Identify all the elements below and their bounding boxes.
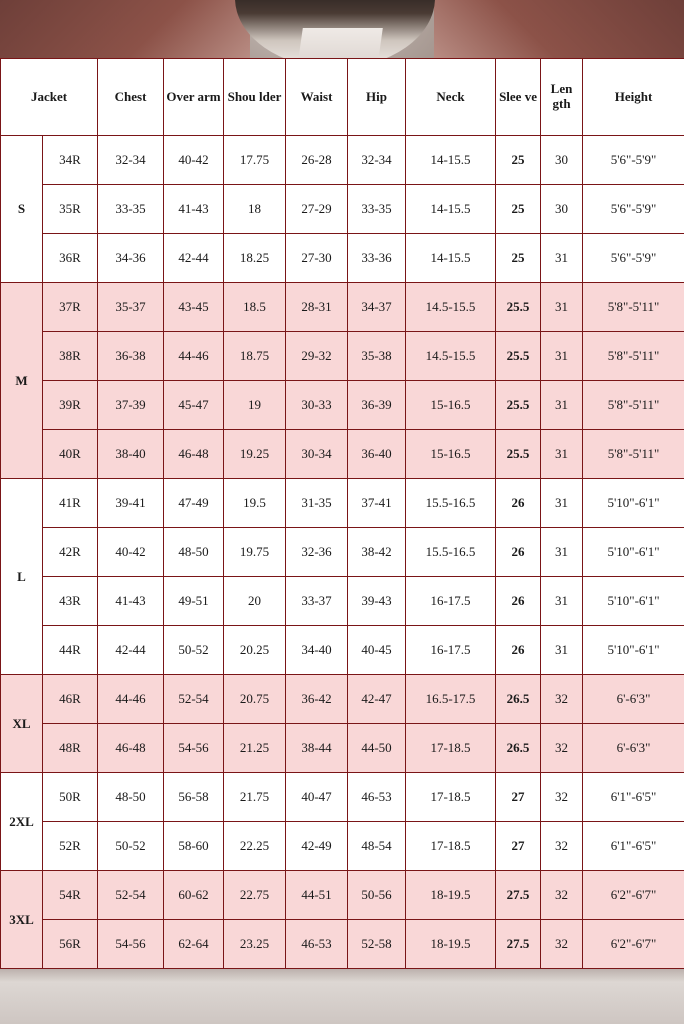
cell-length: 31 [541, 234, 583, 283]
cell-jacket: 42R [43, 528, 98, 577]
cell-shoulder: 19 [224, 381, 286, 430]
size-table [0, 58, 684, 969]
cell-height: 5'8"-5'11" [583, 283, 684, 332]
table-row [1, 773, 684, 822]
cell-overarm: 58-60 [164, 822, 224, 871]
cell-shoulder: 23.25 [224, 920, 286, 969]
cell-chest: 39-41 [98, 479, 164, 528]
cell-hip: 33-35 [348, 185, 406, 234]
cell-chest: 36-38 [98, 332, 164, 381]
cell-length: 31 [541, 430, 583, 479]
cell-sleeve: 25.5 [496, 332, 541, 381]
cell-height: 5'8"-5'11" [583, 332, 684, 381]
cell-neck: 16-17.5 [406, 626, 496, 675]
cell-waist: 46-53 [286, 920, 348, 969]
cell-waist: 27-29 [286, 185, 348, 234]
cell-chest: 33-35 [98, 185, 164, 234]
cell-sleeve: 25 [496, 136, 541, 185]
cell-neck: 15-16.5 [406, 381, 496, 430]
cell-height: 5'10"-6'1" [583, 528, 684, 577]
cell-waist: 28-31 [286, 283, 348, 332]
cell-waist: 38-44 [286, 724, 348, 773]
table-row [1, 185, 684, 234]
size-chart [0, 58, 684, 969]
cell-jacket: 34R [43, 136, 98, 185]
cell-shoulder: 18.25 [224, 234, 286, 283]
cell-length: 32 [541, 675, 583, 724]
cell-waist: 34-40 [286, 626, 348, 675]
cell-overarm: 42-44 [164, 234, 224, 283]
cell-hip: 42-47 [348, 675, 406, 724]
cell-overarm: 46-48 [164, 430, 224, 479]
cell-jacket: 40R [43, 430, 98, 479]
cell-shoulder: 21.25 [224, 724, 286, 773]
cell-height: 5'6"-5'9" [583, 136, 684, 185]
cell-sleeve: 27.5 [496, 871, 541, 920]
size-group-label: XL [1, 675, 43, 773]
cell-neck: 15.5-16.5 [406, 528, 496, 577]
cell-hip: 50-56 [348, 871, 406, 920]
cell-neck: 15-16.5 [406, 430, 496, 479]
cell-shoulder: 18.5 [224, 283, 286, 332]
cell-waist: 33-37 [286, 577, 348, 626]
cell-hip: 40-45 [348, 626, 406, 675]
cell-chest: 34-36 [98, 234, 164, 283]
cell-sleeve: 27 [496, 773, 541, 822]
cell-height: 6'-6'3" [583, 675, 684, 724]
cell-sleeve: 26 [496, 626, 541, 675]
cell-hip: 39-43 [348, 577, 406, 626]
cell-neck: 14-15.5 [406, 185, 496, 234]
cell-jacket: 52R [43, 822, 98, 871]
table-row [1, 528, 684, 577]
header-sleeve: Slee ve [496, 59, 541, 136]
table-row [1, 626, 684, 675]
cell-jacket: 35R [43, 185, 98, 234]
size-group-label: L [1, 479, 43, 675]
cell-shoulder: 19.5 [224, 479, 286, 528]
table-row [1, 920, 684, 969]
header-length: Len gth [541, 59, 583, 136]
cell-overarm: 47-49 [164, 479, 224, 528]
cell-hip: 38-42 [348, 528, 406, 577]
cell-overarm: 50-52 [164, 626, 224, 675]
cell-overarm: 48-50 [164, 528, 224, 577]
cell-hip: 36-40 [348, 430, 406, 479]
cell-height: 5'8"-5'11" [583, 381, 684, 430]
cell-height: 6'1"-6'5" [583, 822, 684, 871]
cell-height: 5'10"-6'1" [583, 479, 684, 528]
cell-height: 5'10"-6'1" [583, 577, 684, 626]
cell-length: 31 [541, 283, 583, 332]
cell-waist: 42-49 [286, 822, 348, 871]
cell-length: 31 [541, 528, 583, 577]
cell-sleeve: 26 [496, 577, 541, 626]
cell-overarm: 62-64 [164, 920, 224, 969]
cell-length: 30 [541, 185, 583, 234]
cell-chest: 54-56 [98, 920, 164, 969]
table-row [1, 381, 684, 430]
cell-overarm: 56-58 [164, 773, 224, 822]
cell-shoulder: 19.75 [224, 528, 286, 577]
size-group-label: M [1, 283, 43, 479]
cell-length: 30 [541, 136, 583, 185]
cell-waist: 30-33 [286, 381, 348, 430]
cell-jacket: 46R [43, 675, 98, 724]
cell-length: 32 [541, 871, 583, 920]
cell-chest: 40-42 [98, 528, 164, 577]
cell-jacket: 56R [43, 920, 98, 969]
cell-overarm: 44-46 [164, 332, 224, 381]
cell-chest: 50-52 [98, 822, 164, 871]
table-row [1, 332, 684, 381]
cell-shoulder: 20.75 [224, 675, 286, 724]
cell-neck: 18-19.5 [406, 920, 496, 969]
cell-jacket: 41R [43, 479, 98, 528]
cell-waist: 30-34 [286, 430, 348, 479]
header-jacket: Jacket [1, 59, 98, 136]
cell-sleeve: 26.5 [496, 724, 541, 773]
cell-sleeve: 25 [496, 234, 541, 283]
cell-sleeve: 25.5 [496, 381, 541, 430]
table-row [1, 822, 684, 871]
cell-hip: 36-39 [348, 381, 406, 430]
cell-height: 5'6"-5'9" [583, 234, 684, 283]
cell-hip: 34-37 [348, 283, 406, 332]
cell-jacket: 44R [43, 626, 98, 675]
cell-height: 6'2"-6'7" [583, 871, 684, 920]
header-waist: Waist [286, 59, 348, 136]
cell-jacket: 43R [43, 577, 98, 626]
cell-shoulder: 17.75 [224, 136, 286, 185]
table-row [1, 479, 684, 528]
table-row [1, 871, 684, 920]
cell-length: 31 [541, 381, 583, 430]
cell-waist: 40-47 [286, 773, 348, 822]
cell-sleeve: 25 [496, 185, 541, 234]
cell-neck: 16-17.5 [406, 577, 496, 626]
cell-height: 6'-6'3" [583, 724, 684, 773]
cell-neck: 18-19.5 [406, 871, 496, 920]
cell-shoulder: 20 [224, 577, 286, 626]
header-row [1, 59, 684, 136]
cell-length: 32 [541, 773, 583, 822]
cell-neck: 17-18.5 [406, 822, 496, 871]
cell-height: 6'1"-6'5" [583, 773, 684, 822]
background-top-right-blur [434, 0, 684, 60]
cell-height: 5'8"-5'11" [583, 430, 684, 479]
cell-overarm: 49-51 [164, 577, 224, 626]
cell-neck: 14-15.5 [406, 136, 496, 185]
cell-jacket: 38R [43, 332, 98, 381]
background-top-left-blur [0, 0, 250, 60]
cell-height: 6'2"-6'7" [583, 920, 684, 969]
cell-height: 5'10"-6'1" [583, 626, 684, 675]
cell-neck: 14.5-15.5 [406, 332, 496, 381]
cell-chest: 44-46 [98, 675, 164, 724]
cell-shoulder: 22.25 [224, 822, 286, 871]
table-row [1, 675, 684, 724]
cell-neck: 14.5-15.5 [406, 283, 496, 332]
cell-jacket: 54R [43, 871, 98, 920]
cell-sleeve: 27 [496, 822, 541, 871]
cell-shoulder: 18 [224, 185, 286, 234]
cell-overarm: 52-54 [164, 675, 224, 724]
table-row [1, 724, 684, 773]
cell-sleeve: 26 [496, 528, 541, 577]
cell-chest: 48-50 [98, 773, 164, 822]
cell-waist: 36-42 [286, 675, 348, 724]
cell-chest: 52-54 [98, 871, 164, 920]
cell-length: 31 [541, 479, 583, 528]
table-row [1, 283, 684, 332]
size-group-label: 3XL [1, 871, 43, 969]
cell-length: 32 [541, 724, 583, 773]
header-height: Height [583, 59, 684, 136]
cell-shoulder: 21.75 [224, 773, 286, 822]
cell-chest: 46-48 [98, 724, 164, 773]
cell-hip: 52-58 [348, 920, 406, 969]
cell-hip: 32-34 [348, 136, 406, 185]
cell-overarm: 54-56 [164, 724, 224, 773]
cell-neck: 16.5-17.5 [406, 675, 496, 724]
cell-chest: 41-43 [98, 577, 164, 626]
cell-jacket: 36R [43, 234, 98, 283]
cell-neck: 17-18.5 [406, 773, 496, 822]
cell-neck: 17-18.5 [406, 724, 496, 773]
cell-jacket: 50R [43, 773, 98, 822]
cell-waist: 29-32 [286, 332, 348, 381]
cell-overarm: 41-43 [164, 185, 224, 234]
cell-height: 5'6"-5'9" [583, 185, 684, 234]
cell-length: 31 [541, 332, 583, 381]
table-row [1, 136, 684, 185]
cell-overarm: 43-45 [164, 283, 224, 332]
cell-hip: 33-36 [348, 234, 406, 283]
cell-chest: 35-37 [98, 283, 164, 332]
cell-sleeve: 26 [496, 479, 541, 528]
header-chest: Chest [98, 59, 164, 136]
cell-overarm: 60-62 [164, 871, 224, 920]
header-hip: Hip [348, 59, 406, 136]
cell-jacket: 39R [43, 381, 98, 430]
cell-length: 32 [541, 822, 583, 871]
header-neck: Neck [406, 59, 496, 136]
size-group-label: 2XL [1, 773, 43, 871]
cell-neck: 14-15.5 [406, 234, 496, 283]
cell-sleeve: 27.5 [496, 920, 541, 969]
cell-overarm: 45-47 [164, 381, 224, 430]
cell-length: 32 [541, 920, 583, 969]
size-group-label: S [1, 136, 43, 283]
cell-sleeve: 25.5 [496, 283, 541, 332]
header-overarm: Over arm [164, 59, 224, 136]
cell-hip: 35-38 [348, 332, 406, 381]
cell-hip: 37-41 [348, 479, 406, 528]
cell-shoulder: 22.75 [224, 871, 286, 920]
cell-shoulder: 20.25 [224, 626, 286, 675]
table-row [1, 577, 684, 626]
cell-sleeve: 25.5 [496, 430, 541, 479]
table-row [1, 430, 684, 479]
cell-chest: 32-34 [98, 136, 164, 185]
table-body [1, 136, 684, 969]
cell-hip: 46-53 [348, 773, 406, 822]
cell-neck: 15.5-16.5 [406, 479, 496, 528]
cell-chest: 37-39 [98, 381, 164, 430]
cell-jacket: 48R [43, 724, 98, 773]
cell-shoulder: 18.75 [224, 332, 286, 381]
header-shoulder: Shou lder [224, 59, 286, 136]
cell-chest: 38-40 [98, 430, 164, 479]
cell-waist: 32-36 [286, 528, 348, 577]
cell-shoulder: 19.25 [224, 430, 286, 479]
cell-length: 31 [541, 577, 583, 626]
cell-length: 31 [541, 626, 583, 675]
cell-hip: 44-50 [348, 724, 406, 773]
cell-hip: 48-54 [348, 822, 406, 871]
table-row [1, 234, 684, 283]
cell-waist: 44-51 [286, 871, 348, 920]
cell-waist: 31-35 [286, 479, 348, 528]
cell-waist: 26-28 [286, 136, 348, 185]
cell-overarm: 40-42 [164, 136, 224, 185]
cell-waist: 27-30 [286, 234, 348, 283]
table-header [1, 59, 684, 136]
cell-jacket: 37R [43, 283, 98, 332]
cell-chest: 42-44 [98, 626, 164, 675]
cell-sleeve: 26.5 [496, 675, 541, 724]
